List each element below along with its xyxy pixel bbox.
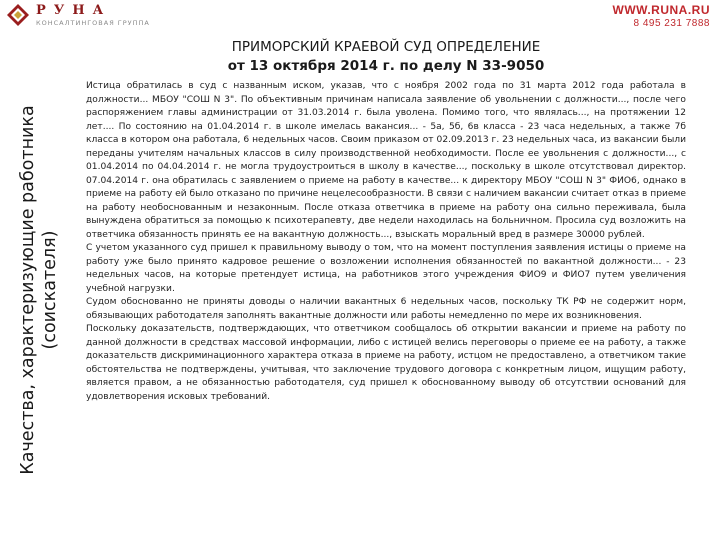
document-content [86,38,686,404]
brand-subtitle: КОНСАЛТИНГОВАЯ ГРУППА [36,19,150,27]
side-caption-line-2: (соискателя) [40,230,60,350]
document-title [86,38,686,76]
brand-name: РУНА [36,3,112,18]
company-logo[interactable] [6,3,164,29]
paragraph: Судом обоснованно не приняты доводы о наличии вакантных 6 недельных часов, поскольку ТК РФ не содержит норм, обязывающих работодателя заполнять вакантные должности или работы немедленно по мере их возникновения. [86,297,686,321]
document-body [86,80,686,404]
website-link[interactable]: WWW.RUNA.RU [612,3,710,17]
side-caption [0,40,78,540]
runa-logo-icon [6,3,30,27]
paragraph: С учетом указанного суд пришел к правильному выводу о том, что на момент поступления заявления истицы о приеме на работу уже было принято кадровое решение о возложении исполнения обязанностей по вакантной должности... - 23 недельных часов, на которые претендует истица, на работников этого учреждения ФИО9 и ФИО7 путем увеличения учебной нагрузки. [86,243,686,294]
paragraph: Поскольку доказательств, подтверждающих, что ответчиком сообщалось об открытии вакансии и приеме на работу по данной должности в средствах массовой информации, либо с истицей велись переговоры о приеме ее на работу, а также доказательств дискриминационного характера отказа в приеме на работу, истцом не предоставлено, а ответчиком такие обстоятельства не подтверждены, учитывая, что заключение трудового договора с конкретным лицом, ищущим работу, является правом, а не обязанностью работодателя, суд пришел к обоснованному выводу об отсутствии оснований для удовлетворения исковых требований. [86,324,686,402]
side-caption-line-1: Качества, характеризующие работника [18,105,38,475]
contacts [613,3,710,29]
title-line-1: ПРИМОРСКИЙ КРАЕВОЙ СУД ОПРЕДЕЛЕНИЕ [231,39,541,55]
side-caption-text [17,40,61,540]
paragraph: Истица обратилась в суд с названным иском, указав, что с ноября 2002 года по 31 марта 2012 года работала в должности... МБОУ "СОШ N 3". По объективным причинам написала заявление об увольнении с должности..., после чего распоряжением главы администрации от 31.03.2014 г. была уволена. Помимо того, что являлась..., на протяжении 12 лет.... По состоянию на 01.04.2014 г. в школе имелась вакансия... - 5а, 5б, 6в класса - 23 часа недельных, а также 7б класса в котором она работала, 6 недельных часов. Своим приказом от 02.09.2013 г. 23 недельных часа, из вакансии были переданы учителям начальных классов в силу производственной необходимости. После ее увольнения с должности..., с 01.04.2014 по 04.04.2014 г. не могла трудоустроиться в школу в качестве..., поскольку в школе отсутствовал директор. 07.04.2014 г. она обратилась с заявлением о приеме на работу в качестве... к директору МБОУ "СОШ N 3" ФИО6, однако в приеме на работу ей было отказано по причине нецелесообразности. В связи с наличием вакансии считает отказ в приеме на работу необоснованным и незаконным. После отказа ответчика в приеме на работу она сильно переживала, была вынуждена обратиться за помощью к психотерапевту, две недели находилась на больничном. Просила суд возложить на ответчика обязанность принять ее на вакантную должность..., взыскать моральный вред в размере 30000 рублей. [86,81,686,240]
header [0,0,720,40]
phone-number: 8 495 231 7888 [633,18,710,29]
title-line-2: от 13 октября 2014 г. по делу N 33-9050 [227,58,545,74]
